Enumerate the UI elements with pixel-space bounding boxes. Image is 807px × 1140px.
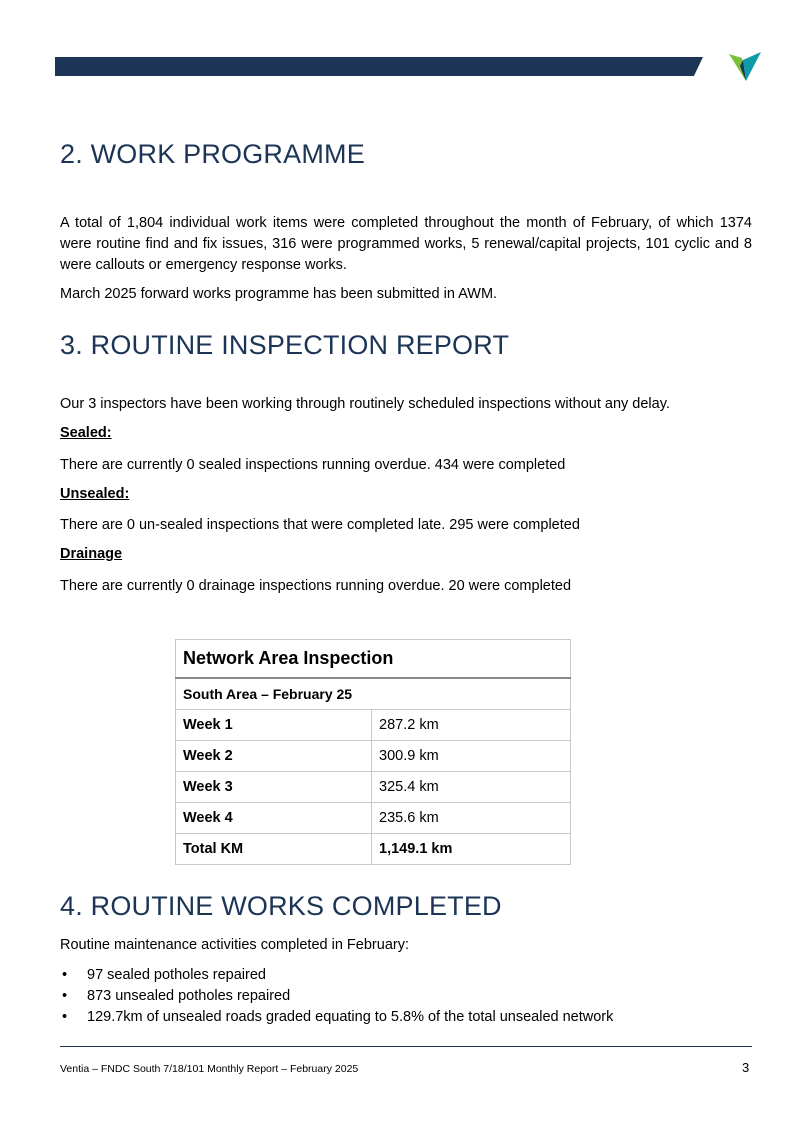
week-label: Week 3 [176, 772, 372, 803]
forward-works-paragraph: March 2025 forward works programme has been submitted in AWM. [60, 286, 498, 302]
week-label: Week 1 [176, 710, 372, 741]
list-item [60, 1007, 613, 1028]
week-distance: 235.6 km [372, 803, 571, 834]
routine-works-intro: Routine maintenance activities completed in February: [60, 937, 409, 953]
bullet-icon: • [62, 1009, 68, 1025]
drainage-heading: Drainage [60, 546, 123, 562]
section-2-heading: 2. WORK PROGRAMME [60, 139, 365, 169]
sealed-heading: Sealed: [60, 425, 112, 441]
table-row [176, 741, 571, 772]
footer-text: Ventia – FNDC South 7/18/101 Monthly Report – February 2025 [60, 1063, 359, 1075]
table-area-label: South Area – February 25 [176, 678, 571, 710]
table-title: Network Area Inspection [176, 640, 571, 679]
bullet-icon: • [62, 988, 68, 1004]
list-item-text: 873 unsealed potholes repaired [87, 988, 291, 1004]
table-row [176, 803, 571, 834]
work-programme-paragraph: A total of 1,804 individual work items were completed throughout the month of February, of which 1374 were routine find and fix issues, 316 were programmed works, 5 renewal/capital projects, 101 cyclic and 8 were callouts or emergency response works. [60, 215, 752, 273]
list-item-text: 129.7km of unsealed roads graded equating to 5.8% of the total unsealed network [87, 1009, 614, 1025]
drainage-paragraph: There are currently 0 drainage inspections running overdue. 20 were completed [60, 578, 572, 594]
total-label: Total KM [176, 834, 372, 865]
week-label: Week 2 [176, 741, 372, 772]
bullet-icon: • [62, 967, 68, 983]
sealed-paragraph: There are currently 0 sealed inspections running overdue. 434 were completed [60, 457, 566, 473]
week-distance: 325.4 km [372, 772, 571, 803]
page-number: 3 [742, 1060, 750, 1075]
list-item [60, 965, 613, 986]
network-area-inspection-table [175, 639, 571, 865]
inspectors-paragraph: Our 3 inspectors have been working through routinely scheduled inspections without any delay. [60, 396, 670, 412]
list-item-text: 97 sealed potholes repaired [87, 967, 266, 983]
header-bar [55, 57, 703, 76]
unsealed-paragraph: There are 0 un-sealed inspections that were completed late. 295 were completed [60, 517, 580, 533]
table-area-row [176, 678, 571, 710]
week-distance: 287.2 km [372, 710, 571, 741]
week-distance: 300.9 km [372, 741, 571, 772]
list-item [60, 986, 613, 1007]
footer-divider [60, 1046, 752, 1047]
table-title-row [176, 640, 571, 679]
unsealed-heading: Unsealed: [60, 486, 130, 502]
section-3-heading: 3. ROUTINE INSPECTION REPORT [60, 330, 510, 360]
total-distance: 1,149.1 km [372, 834, 571, 865]
routine-works-list [60, 965, 613, 1028]
week-label: Week 4 [176, 803, 372, 834]
table-row [176, 710, 571, 741]
section-4-heading: 4. ROUTINE WORKS COMPLETED [60, 891, 502, 921]
table-total-row [176, 834, 571, 865]
table-row [176, 772, 571, 803]
ventia-logo-icon [729, 52, 761, 82]
